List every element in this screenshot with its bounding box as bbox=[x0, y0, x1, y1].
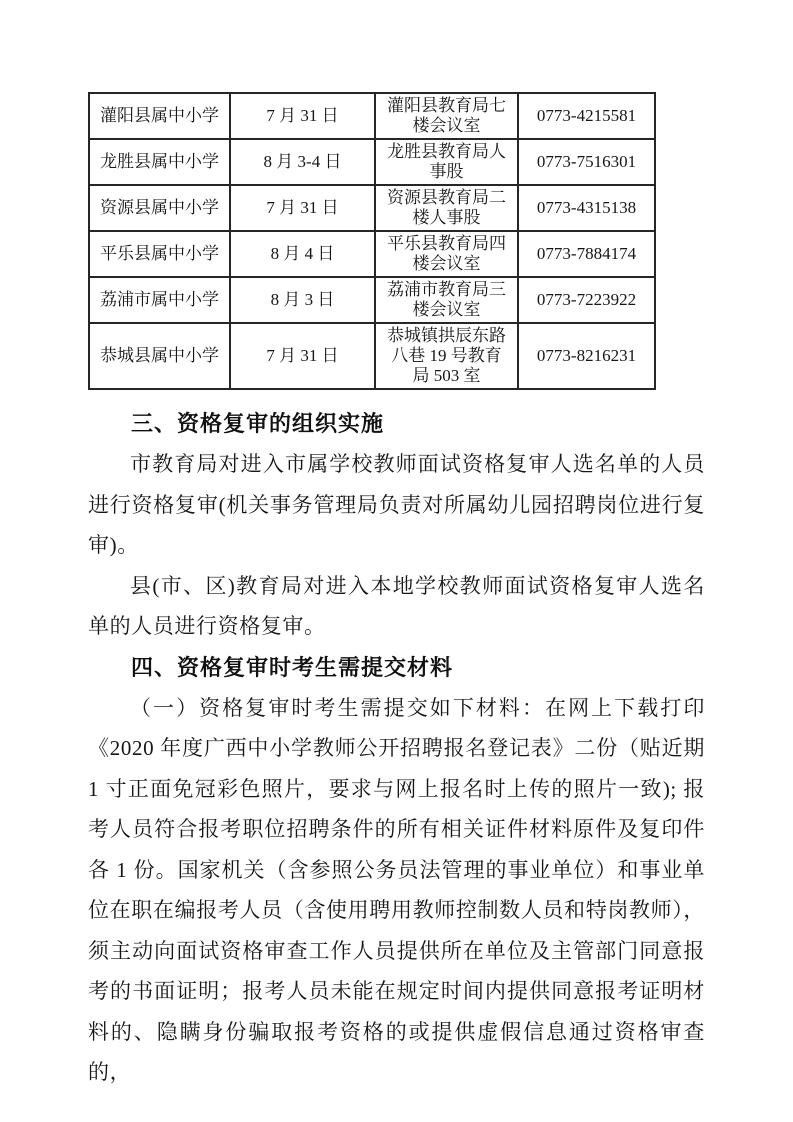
section-heading-4: 四、资格复审时考生需提交材料 bbox=[131, 654, 454, 680]
paragraph-section3-1: 市教育局对进入市属学校教师面试资格复审人选名单的人员进行资格复审(机关事务管理局负责对所属幼儿园招聘岗位进行复审)。 bbox=[88, 452, 705, 557]
paragraph-section4-1: （一）资格复审时考生需提交如下材料：在网上下载打印《2020 年度广西中小学教师公开招聘报名登记表》二份（贴近期 1 寸正面免冠彩色照片，要求与网上报名时上传的照片一致); 报考人员符合报考职位招聘条件的所有相关证件材料原件及复印件各 1 份。国家机关（含参照公务员法管理的事业单位）和事业单位在职在编报考人员（含使用聘用教师控制数人员和特岗教师），须主动向面试资格审查工作人员提供所在单位及主管部门同意报考的书面证明；报考人员未能在规定时间内提供同意报考证明材料的、隐瞒身份骗取报考资格的或提供虚假信息通过资格审查的， bbox=[88, 695, 705, 1084]
date-cell: 8 月 3 日 bbox=[230, 277, 375, 323]
phone-cell: 0773-7516301 bbox=[518, 139, 655, 185]
phone-cell: 0773-8216231 bbox=[518, 323, 655, 389]
document-body bbox=[88, 403, 705, 1093]
date-cell: 8 月 4 日 bbox=[230, 231, 375, 277]
school-cell: 资源县属中小学 bbox=[89, 185, 230, 231]
location-cell: 灌阳县教育局七楼会议室 bbox=[375, 93, 518, 139]
location-cell: 平乐县教育局四楼会议室 bbox=[375, 231, 518, 277]
review-schedule-table bbox=[88, 92, 656, 390]
phone-cell: 0773-7223922 bbox=[518, 277, 655, 323]
paragraph-section3-2: 县(市、区)教育局对进入本地学校教师面试资格复审人选名单的人员进行资格复审。 bbox=[88, 573, 705, 638]
date-cell: 7 月 31 日 bbox=[230, 93, 375, 139]
table-row bbox=[89, 93, 655, 139]
location-cell: 龙胜县教育局人事股 bbox=[375, 139, 518, 185]
table-row bbox=[89, 277, 655, 323]
school-cell: 恭城县属中小学 bbox=[89, 323, 230, 389]
date-cell: 8 月 3-4 日 bbox=[230, 139, 375, 185]
table-row bbox=[89, 185, 655, 231]
table-row bbox=[89, 139, 655, 185]
location-cell: 资源县教育局二楼人事股 bbox=[375, 185, 518, 231]
table-row bbox=[89, 231, 655, 277]
phone-cell: 0773-7884174 bbox=[518, 231, 655, 277]
date-cell: 7 月 31 日 bbox=[230, 185, 375, 231]
school-cell: 龙胜县属中小学 bbox=[89, 139, 230, 185]
school-cell: 平乐县属中小学 bbox=[89, 231, 230, 277]
school-cell: 灌阳县属中小学 bbox=[89, 93, 230, 139]
date-cell: 7 月 31 日 bbox=[230, 323, 375, 389]
phone-cell: 0773-4215581 bbox=[518, 93, 655, 139]
school-cell: 荔浦市属中小学 bbox=[89, 277, 230, 323]
table-row bbox=[89, 323, 655, 389]
location-cell: 荔浦市教育局三楼会议室 bbox=[375, 277, 518, 323]
phone-cell: 0773-4315138 bbox=[518, 185, 655, 231]
location-cell: 恭城镇拱辰东路八巷 19 号教育局 503 室 bbox=[375, 323, 518, 389]
section-heading-3: 三、资格复审的组织实施 bbox=[131, 411, 385, 436]
